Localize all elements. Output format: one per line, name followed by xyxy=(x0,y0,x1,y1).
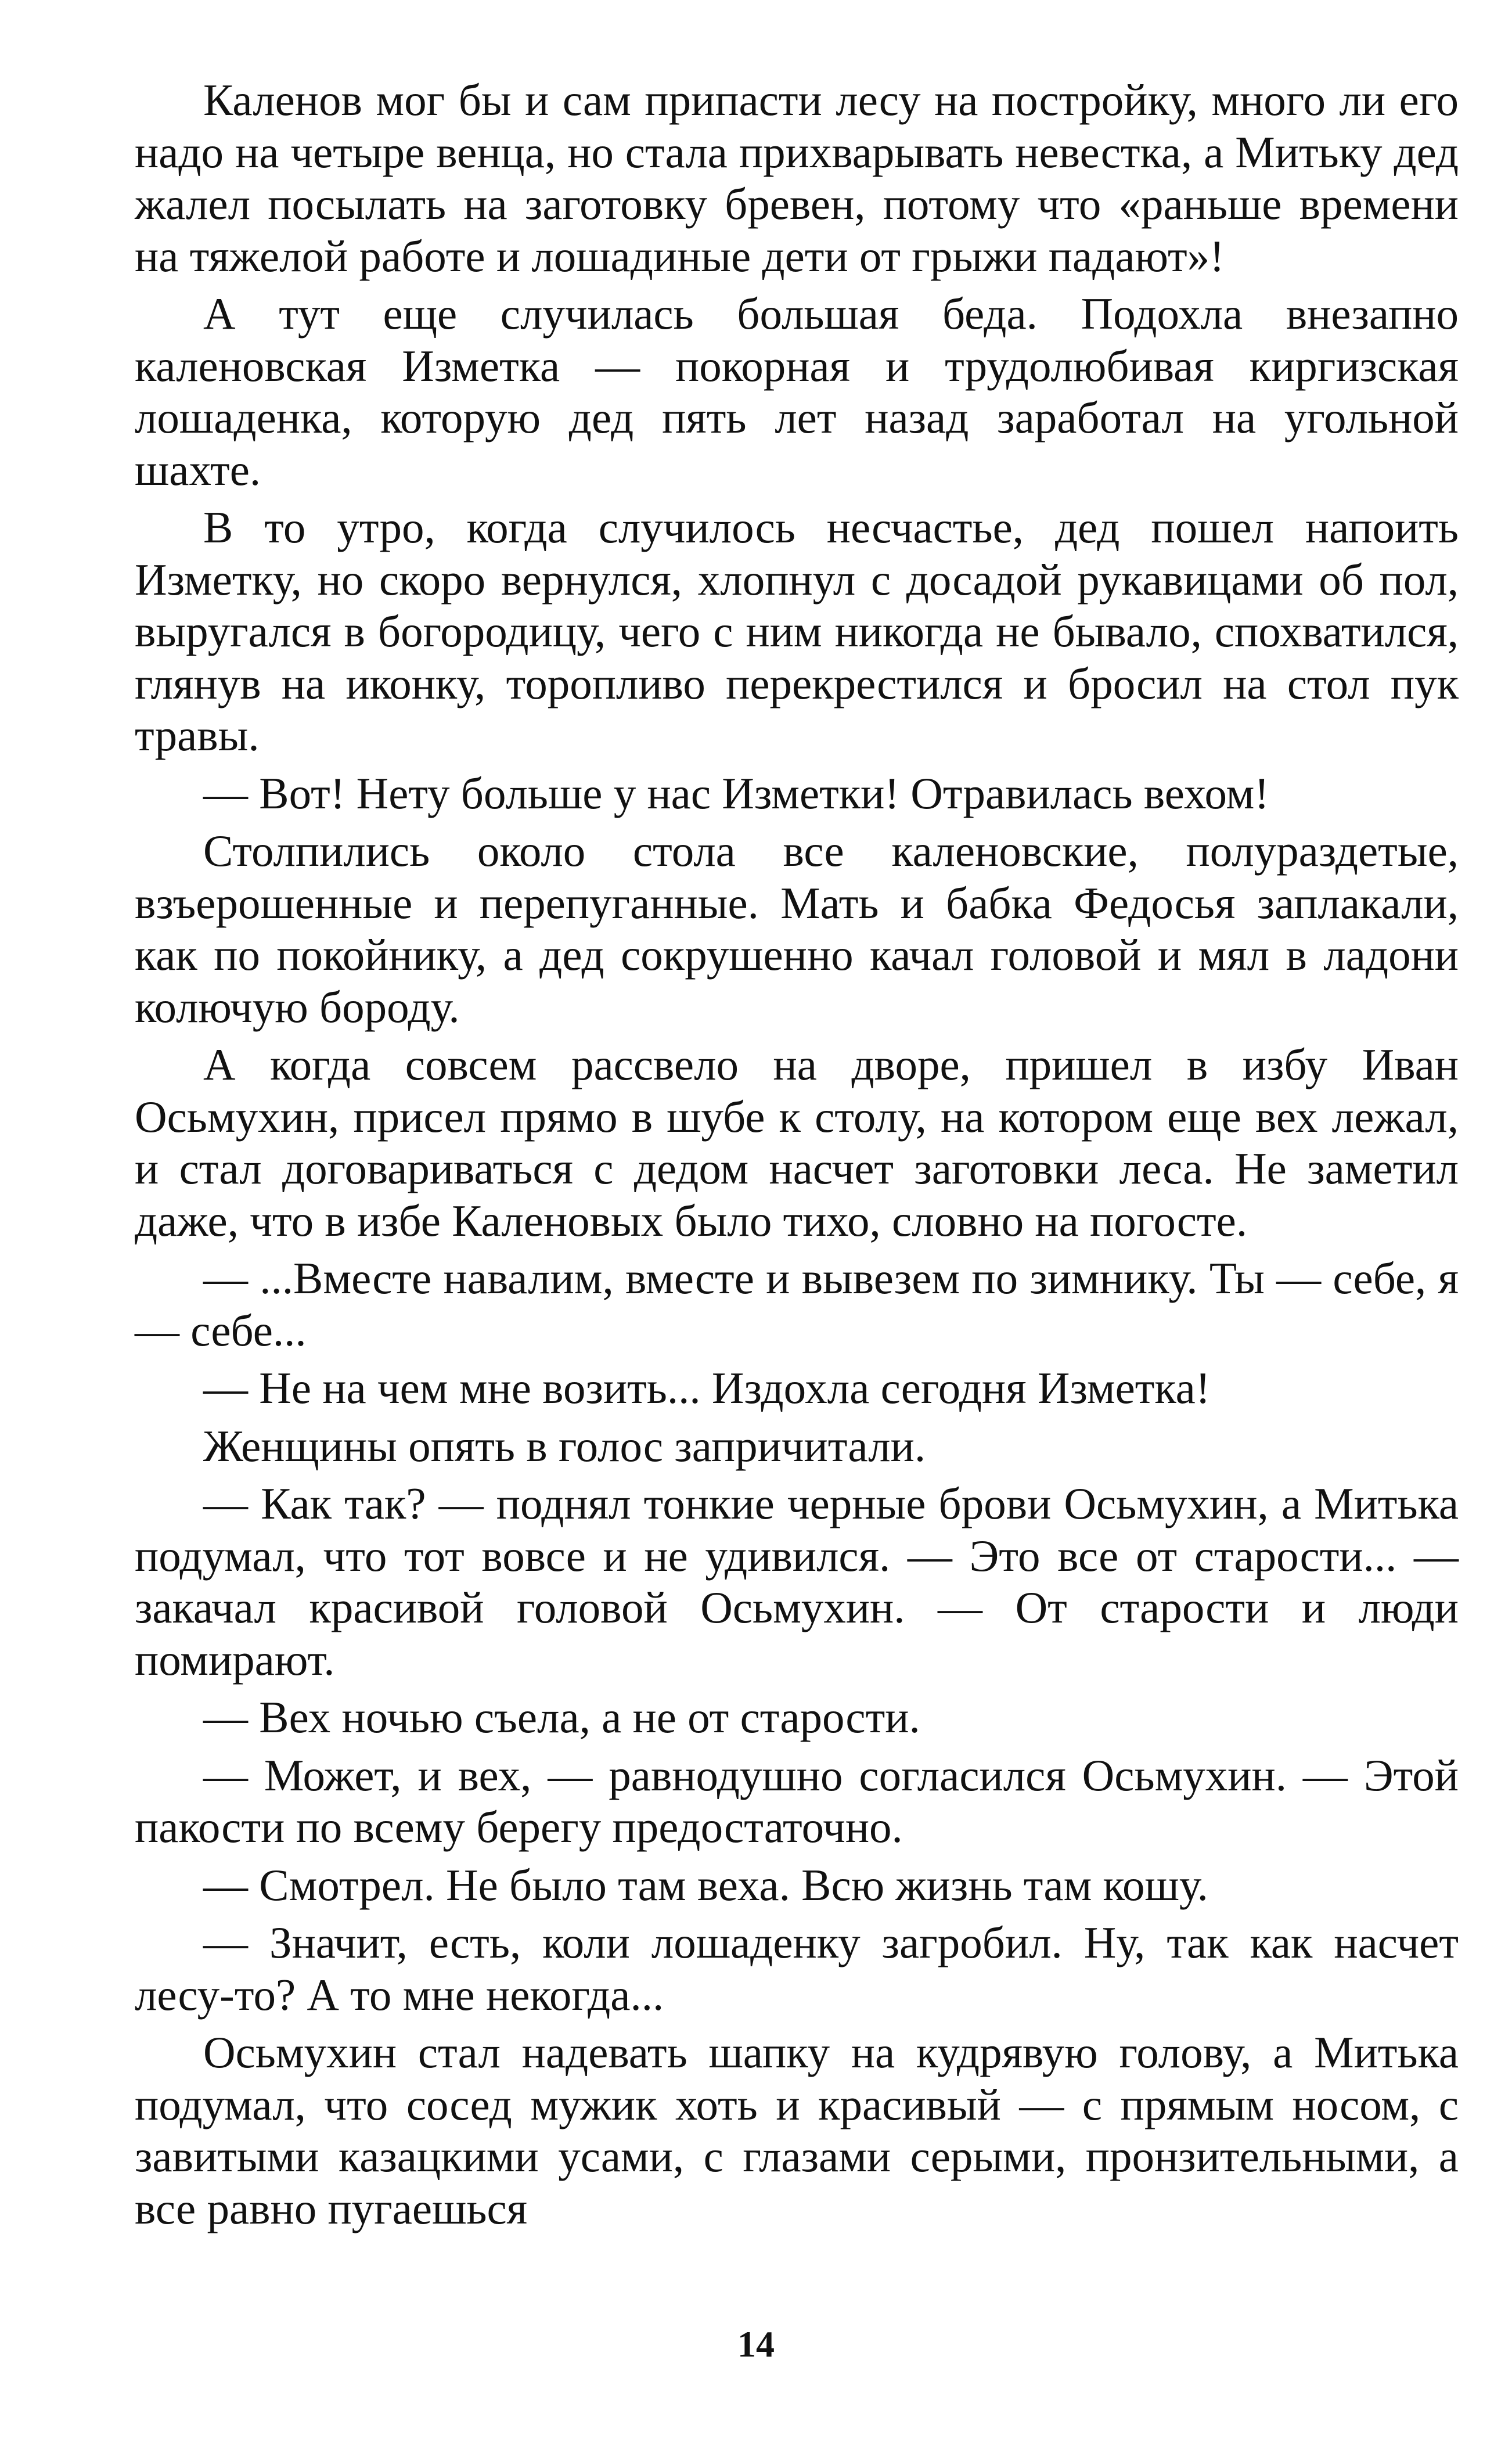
paragraph-8: — Не на чем мне возить... Издохла сегодня Изметка! xyxy=(203,1363,1211,1413)
page-number: 14 xyxy=(737,2323,775,2365)
paragraph-15: Осьмухин стал надевать шапку на кудрявую голову, а Митька подумал, что сосед мужик хоть и красивый — с прямым носом, с завитыми казацкими усами, с глазами серыми, пронзительными, а все равно пугаешься xyxy=(135,2027,1459,2233)
paragraph-9: Женщины опять в голос запричитали. xyxy=(203,1420,926,1471)
paragraph-11: — Вех ночью съела, а не от старости. xyxy=(203,1692,920,1742)
paragraph-6: А когда совсем рассвело на дворе, пришел в избу Иван Осьмухин, присел прямо в шубе к столу, на котором еще вех лежал, и стал договариваться с дедом насчет заготовки леса. Не заметил даже, что в избе Каленовых было тихо, словно на погосте. xyxy=(135,1039,1459,1246)
paragraph-13: — Смотрел. Не было там веха. Всю жизнь там кошу. xyxy=(203,1859,1208,1910)
paragraph-14: — Значит, есть, коли лошаденку загробил. Ну, так как насчет лесу-то? А то мне некогда... xyxy=(135,1918,1459,2020)
paragraph-3: В то утро, когда случилось несчастье, дед пошел напоить Изметку, но скоро вернулся, хлопнул с досадой рукавицами об пол, выругался в богородицу, чего с ним никогда не бывало, спохватился, глянув на иконку, торопливо перекрестился и бросил на стол пук травы. xyxy=(135,502,1459,760)
paragraph-12: — Может, и вех, — равнодушно согласился Осьмухин. — Этой пакости по всему берегу предостаточно. xyxy=(135,1750,1459,1852)
paragraph-2: А тут еще случилась большая беда. Подохла внезапно каленовская Изметка — покорная и трудолюбивая киргизская лошаденка, которую дед пять лет назад заработал на угольной шахте. xyxy=(135,289,1459,495)
paragraph-4: — Вот! Нету больше у нас Изметки! Отравилась вехом! xyxy=(203,768,1269,818)
book-page xyxy=(135,74,1459,2293)
paragraph-1: Каленов мог бы и сам припасти лесу на постройку, много ли его надо на четыре венца, но стала прихварывать невестка, а Митьку дед жалел посылать на заготовку бревен, потому что «раньше времени на тяжелой работе и лошадиные дети от грыжи падают»! xyxy=(135,75,1459,281)
paragraph-7: — ...Вместе навалим, вместе и вывезем по зимнику. Ты — себе, я — себе... xyxy=(135,1253,1459,1355)
paragraph-10: — Как так? — поднял тонкие черные брови Осьмухин, а Митька подумал, что тот вовсе и не удивился. — Это все от старости... — закачал красивой головой Осьмухин. — От старости и люди помирают. xyxy=(135,1478,1459,1685)
paragraph-5: Столпились около стола все каленовские, полураздетые, взъерошенные и перепуганные. Мать и бабка Федосья заплакали, как по покойнику, а дед сокрушенно качал головой и мял в ладони колючую бороду. xyxy=(135,826,1459,1032)
